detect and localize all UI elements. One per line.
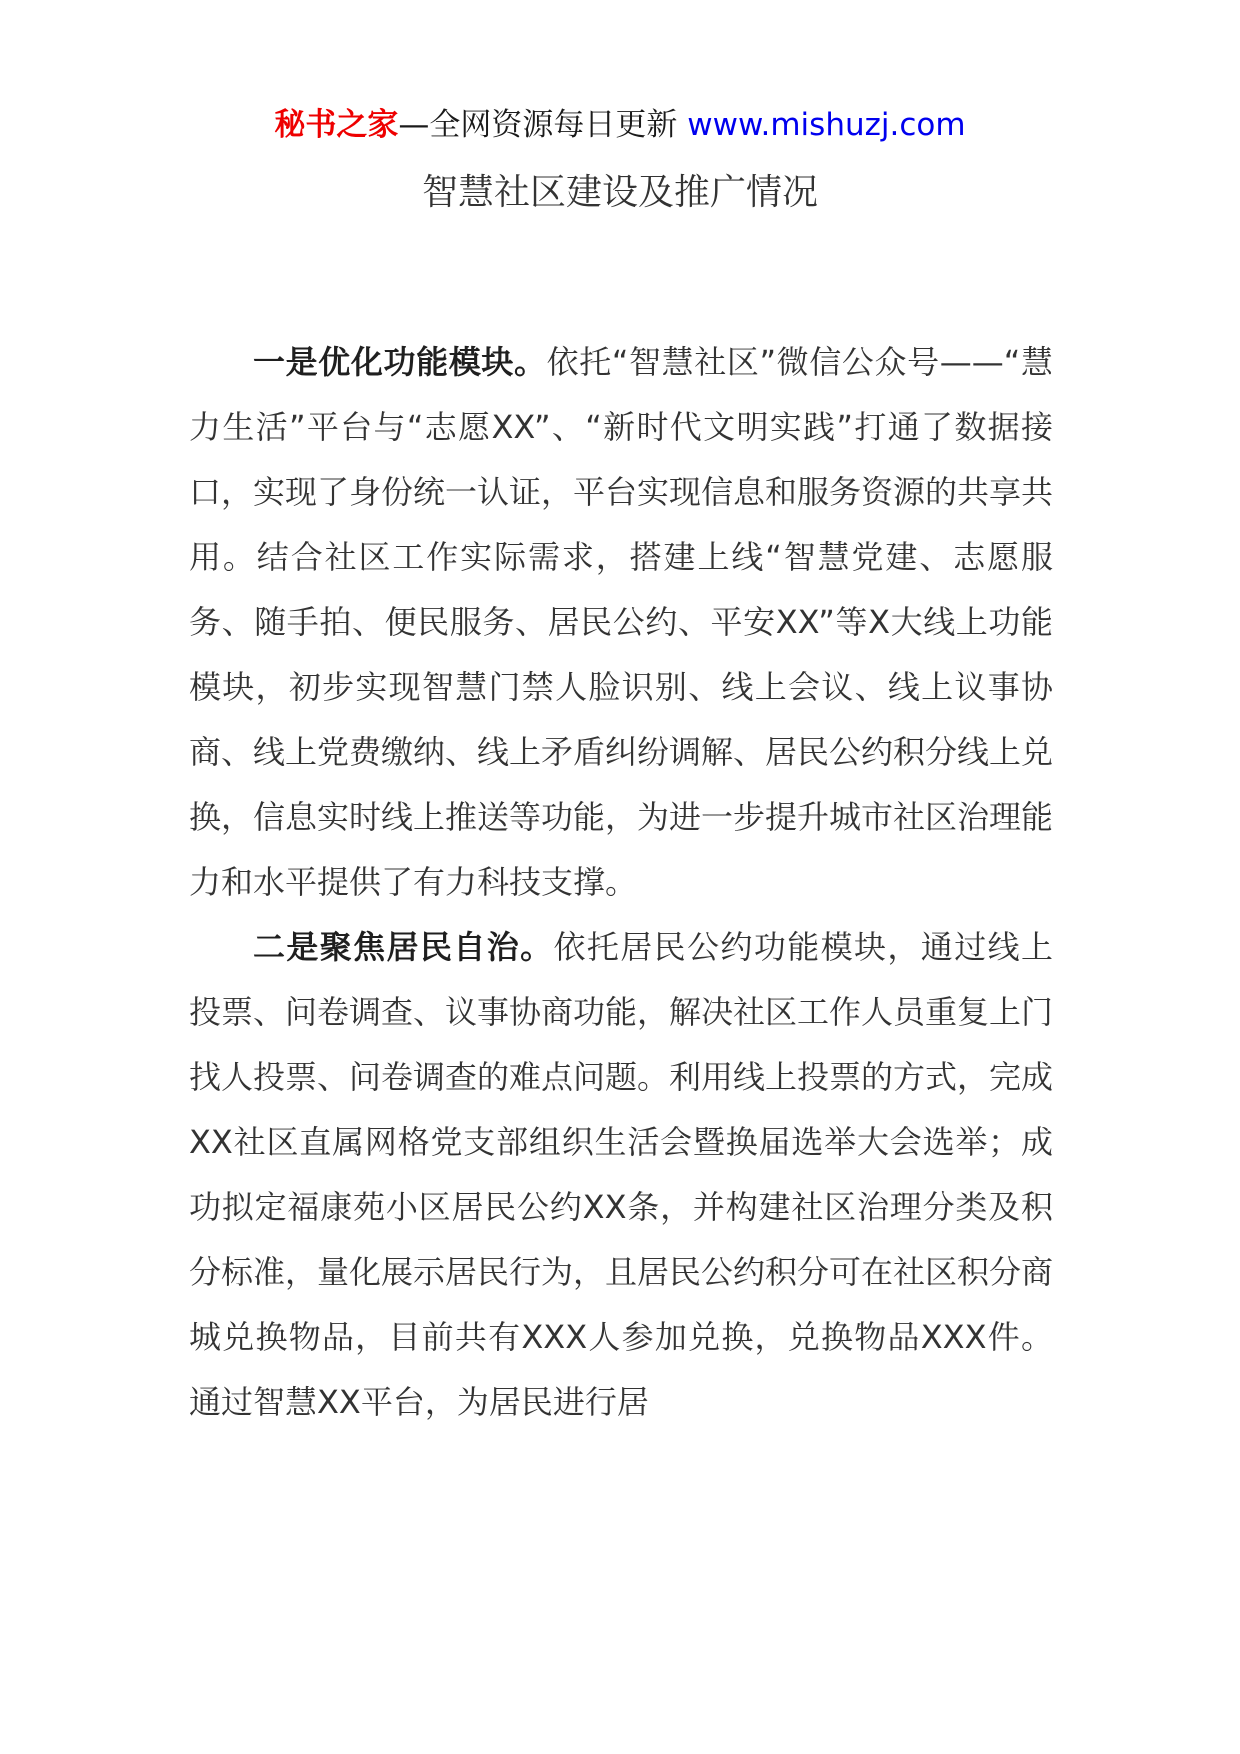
document-body — [189, 330, 1053, 1435]
paragraph-text: 依托“智慧社区”微信公众号——“慧力生活”平台与“志愿XX”、“新时代文明实践”打通了数据接口，实现了身份统一认证，平台实现信息和服务资源的共享共用。结合社区工作实际需求，搭建上线“智慧党建、志愿服务、随手拍、便民服务、居民公约、平安XX”等X大线上功能模块，初步实现智慧门禁人脸识别、线上会议、线上议事协商、线上党费缴纳、线上矛盾纠纷调解、居民公约积分线上兑换，信息实时线上推送等功能，为进一步提升城市社区治理能力和水平提供了有力科技支撑。 — [189, 343, 1054, 901]
paragraph-text: 依托居民公约功能模块，通过线上投票、问卷调查、议事协商功能，解决社区工作人员重复上门找人投票、问卷调查的难点问题。利用线上投票的方式，完成XX社区直属网格党支部组织生活会暨换届选举大会选举；成功拟定福康苑小区居民公约XX条，并构建社区治理分类及积分标准，量化展示居民行为，且居民公约积分可在社区积分商城兑换物品，目前共有XXX人参加兑换，兑换物品XXX件。通过智慧XX平台，为居民进行居 — [189, 928, 1054, 1421]
paragraph-resident-autonomy — [189, 915, 1053, 1435]
site-header — [0, 102, 1240, 148]
paragraph-heading: 二是聚焦居民自治。 — [253, 928, 554, 966]
paragraph-heading: 一是优化功能模块。 — [253, 343, 547, 381]
header-tagline: —全网资源每日更新 — [398, 107, 688, 143]
paragraph-optimize-modules — [189, 330, 1053, 915]
brand-name: 秘书之家 — [274, 107, 399, 143]
site-url-link[interactable]: www.mishuzj.com — [687, 107, 966, 143]
document-title: 智慧社区建设及推广情况 — [421, 172, 818, 213]
